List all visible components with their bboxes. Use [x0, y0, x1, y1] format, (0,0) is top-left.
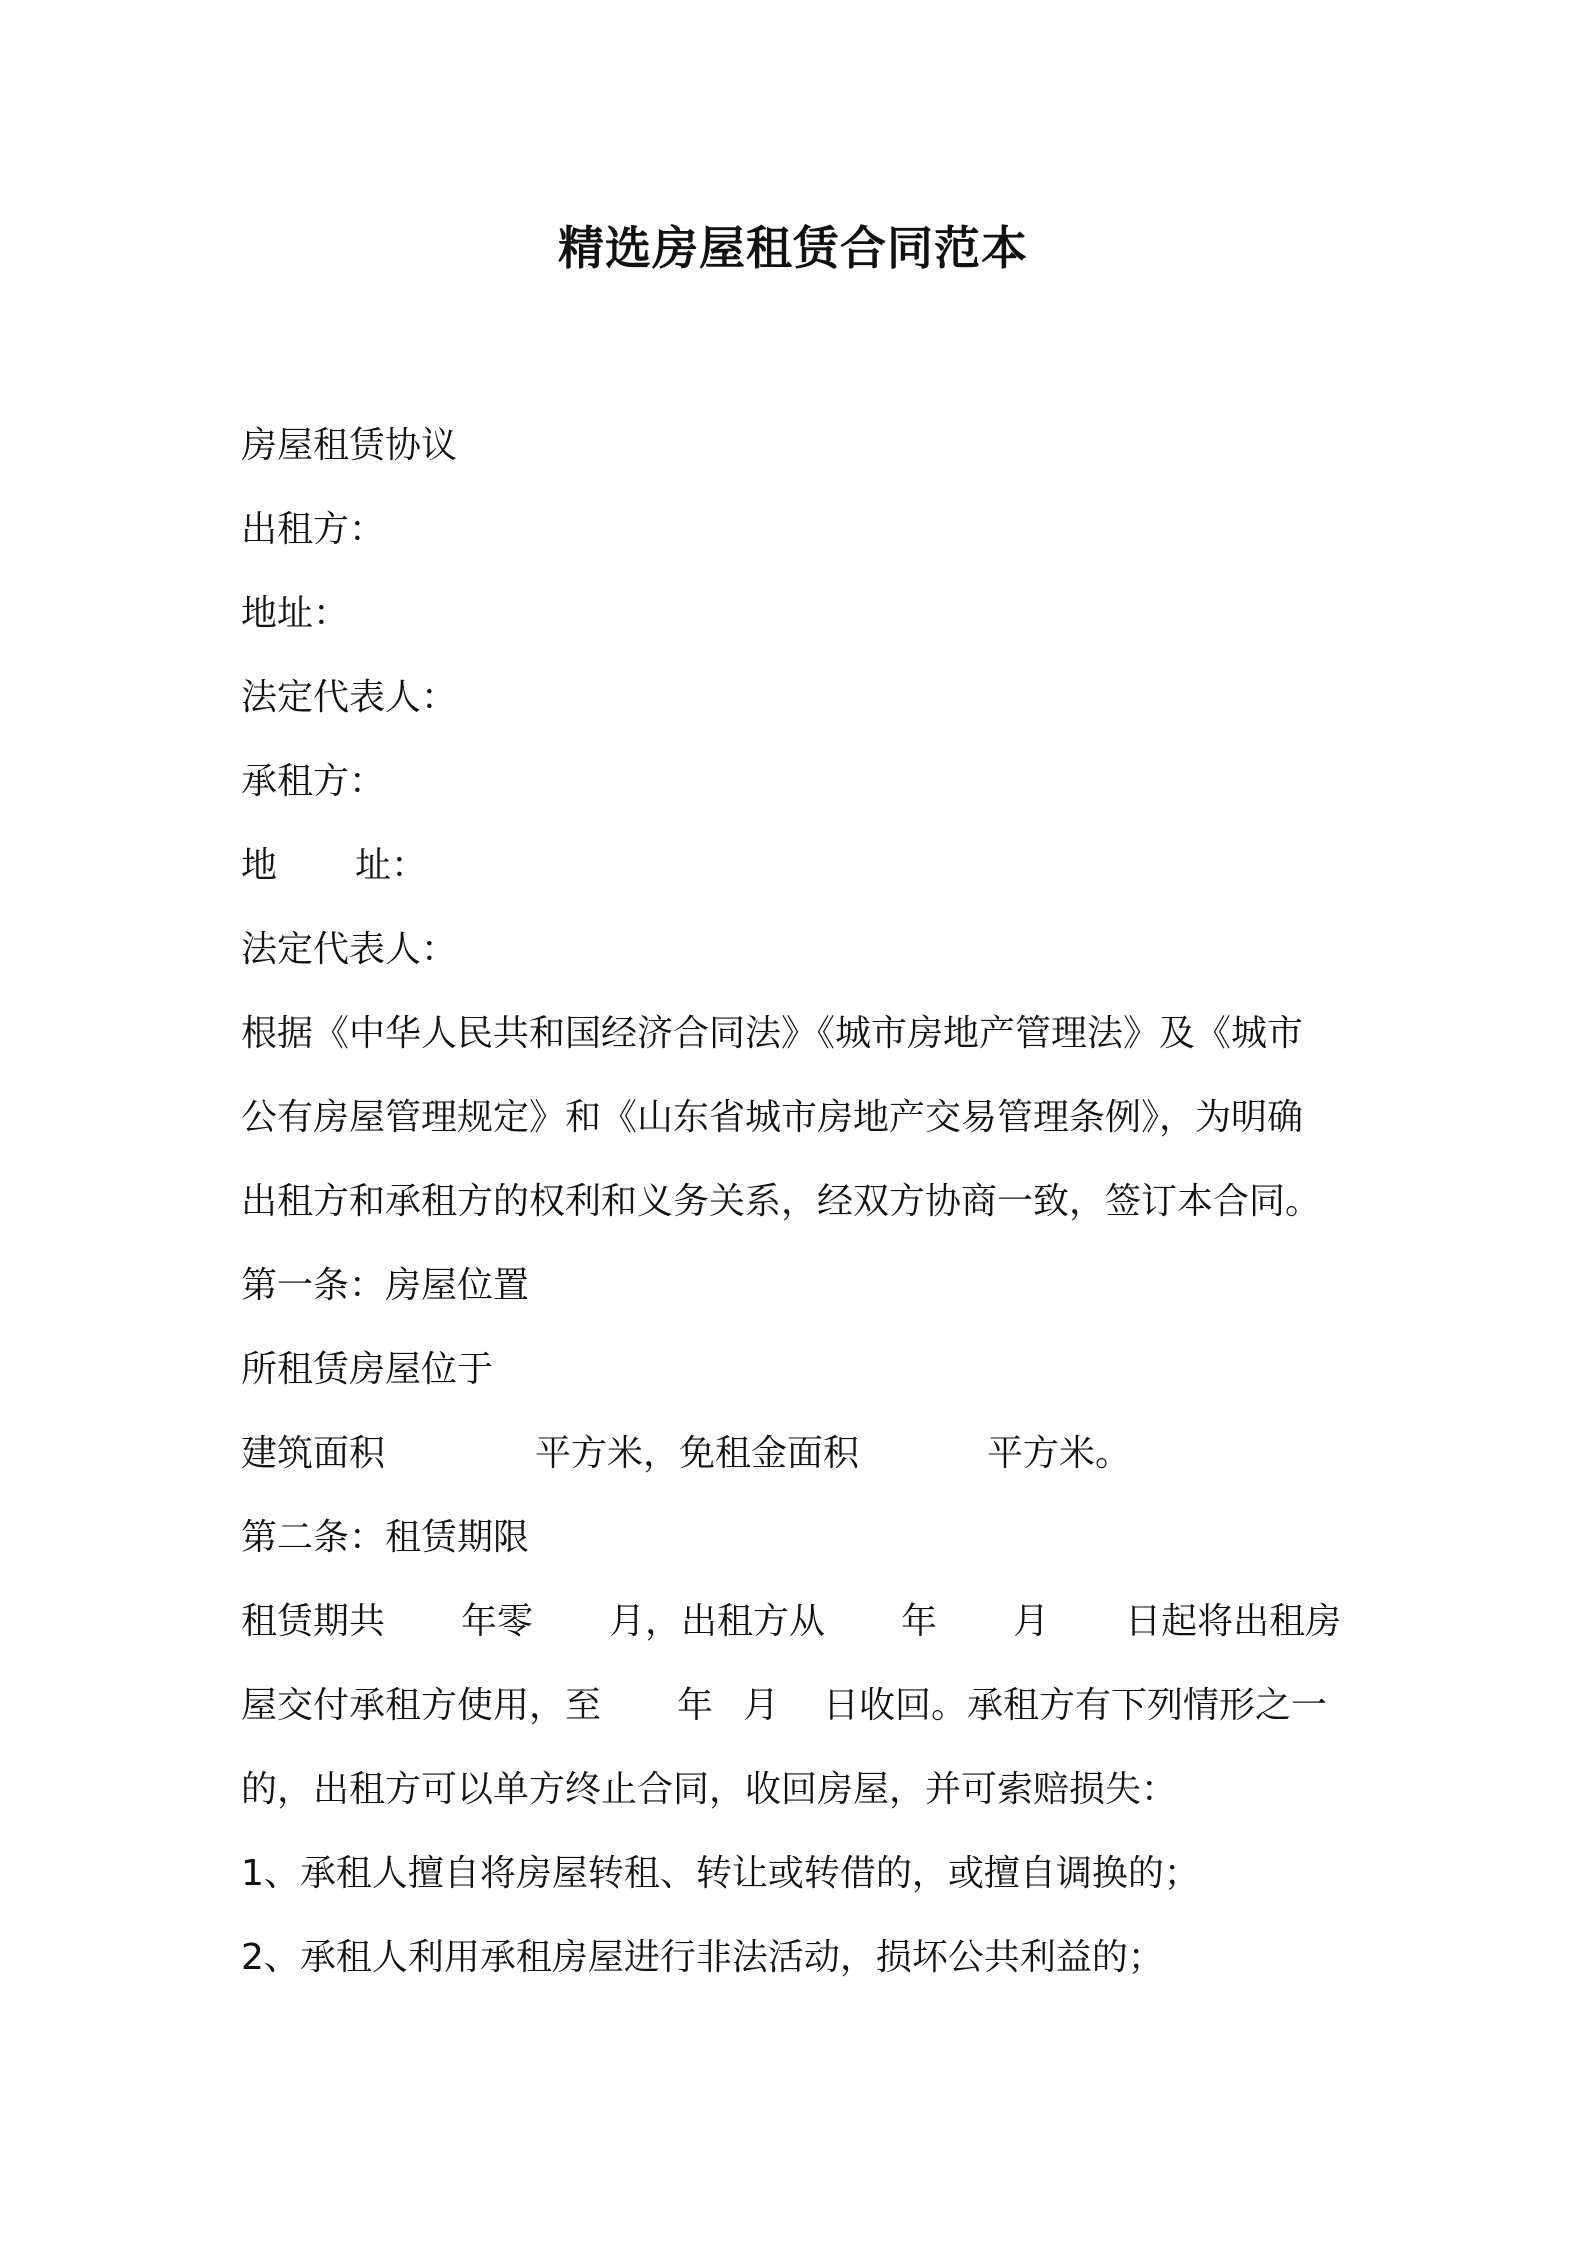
term-start-label: 月，出租方从	[609, 1601, 826, 1642]
article-2-heading: 第二条：租赁期限	[241, 1517, 530, 1558]
termination-item-1: 1、承租人擅自将房屋转租、转让或转借的，或擅自调换的；	[241, 1853, 1200, 1894]
address-char-1: 地	[241, 845, 278, 886]
term-end-day: 日收回。承租方有下列情形之一	[823, 1685, 1328, 1726]
lessor-representative-label: 法定代表人：	[241, 677, 458, 718]
rent-free-area-label: 平方米，免租金面积	[535, 1433, 860, 1474]
lessee-representative-label: 法定代表人：	[241, 929, 458, 970]
property-location-line: 所租赁房屋位于	[241, 1349, 494, 1390]
area-unit-label: 平方米。	[987, 1433, 1132, 1474]
term-start-day: 日起将出租房	[1125, 1601, 1342, 1642]
lessor-label: 出租方：	[241, 509, 386, 550]
termination-intro: 的，出租方可以单方终止合同，收回房屋，并可索赔损失：	[241, 1769, 1178, 1810]
document-body	[241, 404, 1361, 2000]
lessee-address-label	[241, 824, 1361, 908]
preamble-line-2: 公有房屋管理规定》和《山东省城市房地产交易管理条例》，为明确	[241, 1097, 1304, 1138]
term-start-month: 月	[1013, 1601, 1050, 1642]
document-title: 精选房屋租赁合同范本	[558, 221, 1028, 275]
article-1-heading: 第一条：房屋位置	[241, 1265, 530, 1306]
area-line	[241, 1412, 1361, 1496]
term-line-1	[241, 1580, 1361, 1664]
preamble-line-3: 出租方和承租方的权利和义务关系，经双方协商一致，签订本合同。	[241, 1181, 1322, 1222]
lessee-label: 承租方：	[241, 761, 386, 802]
term-years-label: 年零	[461, 1601, 534, 1642]
agreement-heading: 房屋租赁协议	[241, 425, 458, 466]
term-start-year: 年	[901, 1601, 938, 1642]
term-end-year: 年	[677, 1685, 714, 1726]
term-total-label: 租赁期共	[241, 1601, 386, 1642]
term-end-label: 屋交付承租方使用，至	[241, 1685, 602, 1726]
lessor-address-label: 地址：	[241, 593, 350, 634]
address-char-2: 址：	[355, 845, 428, 886]
termination-item-2: 2、承租人利用承租房屋进行非法活动，损坏公共利益的；	[241, 1937, 1164, 1978]
term-line-2	[241, 1664, 1361, 1748]
floor-area-label: 建筑面积	[241, 1433, 386, 1474]
term-end-month: 月	[743, 1685, 780, 1726]
preamble-line-1: 根据《中华人民共和国经济合同法》《城市房地产管理法》及《城市	[241, 1013, 1304, 1054]
